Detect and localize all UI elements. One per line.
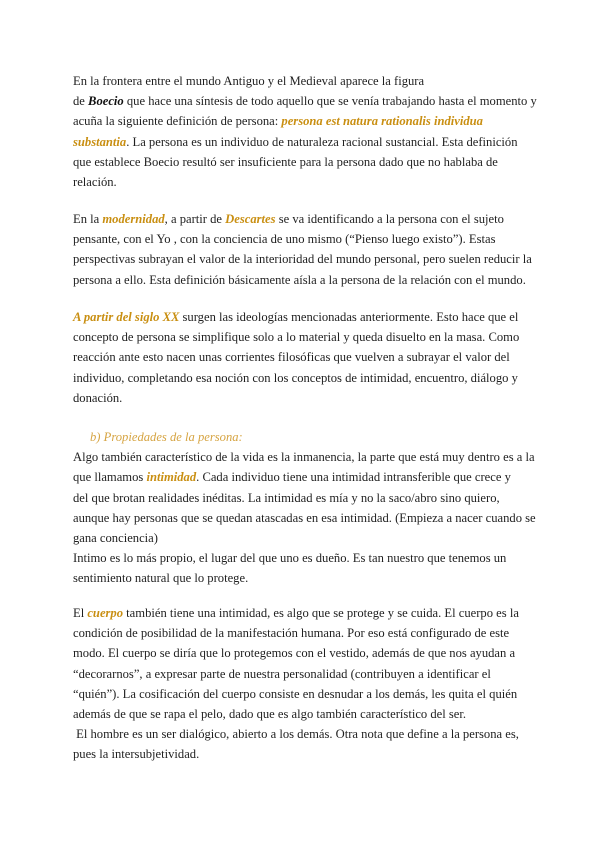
text-line: “quién”). La cosificación del cuerpo consiste en desnudar a los demás, les quita el quién <box>73 686 518 701</box>
siglo-xx-term: A partir del siglo XX <box>73 310 180 324</box>
text-line: de Boecio que hace una síntesis de todo aquello que se venía trabajando hasta el momento y <box>73 94 537 109</box>
intimidad-term: intimidad <box>146 470 197 485</box>
text-line: reacción ante esto nacen unas corrientes filosóficas que vuelven a subrayar el valor del <box>73 350 510 365</box>
cuerpo-term: cuerpo <box>87 606 124 620</box>
text-line: sentimiento natural que lo protege. <box>73 571 249 586</box>
text-line: gana conciencia) <box>73 531 158 546</box>
text-line: Intimo es lo más propio, el lugar del que uno es dueño. Es tan nuestro que tenemos un <box>73 551 507 566</box>
section-heading: b) Propiedades de la persona: <box>90 430 243 444</box>
paragraph-boecio <box>73 71 543 192</box>
paragraph-cuerpo <box>73 603 543 765</box>
text-line: individuo, completando esa noción con los conceptos de intimidad, encuentro, diálogo y <box>73 370 518 385</box>
paragraph-modernidad <box>73 209 543 290</box>
text-line: substantia. La persona es un individuo de naturaleza racional sustancial. Esta definición <box>73 134 518 149</box>
text-line: “decorarnos”, a expresar parte de nuestra personalidad (contribuyen a identificar el <box>73 666 491 681</box>
paragraph-intimidad <box>73 447 543 588</box>
text-line: que establece Boecio resultó ser insuficiente para la persona dado que no hablaba de <box>73 154 498 169</box>
text-line: En la modernidad, a partir de Descartes se va identificando a la persona con el sujeto <box>73 212 504 226</box>
paragraph-siglo-xx <box>73 307 543 408</box>
latin-definition-end: substantia <box>73 134 127 149</box>
latin-definition: persona est natura rationalis individua <box>281 114 483 129</box>
boecio-name: Boecio <box>88 94 124 109</box>
descartes-name: Descartes <box>225 212 276 226</box>
text-line: aunque hay personas que se quedan atascadas en esa intimidad. (Empieza a nacer cuando se <box>73 510 536 525</box>
text-line: modo. El cuerpo se diría que lo protegemos con el vestido, además de que nos ayudan a <box>73 646 516 661</box>
text-line: pues la intersubjetividad. <box>73 747 200 762</box>
text-line: perspectivas subrayan el valor de la interioridad del mundo personal, pero suelen reducir la <box>73 252 532 267</box>
modernidad-term: modernidad <box>102 212 165 226</box>
text-line: condición de posibilidad de la manifestación humana. Por eso está configurado de este <box>73 626 510 641</box>
text-line: pensante, con el Yo , con la conciencia de uno mismo (“Pienso luego existo”). Estas <box>73 232 496 247</box>
text-line: relación. <box>73 175 117 190</box>
text-line: El hombre es un ser dialógico, abierto a los demás. Otra nota que define a la persona es, <box>73 727 519 742</box>
text-line: que llamamos intimidad. Cada individuo tiene una intimidad intransferible que crece y <box>73 470 511 485</box>
text-line: además de que se rapa el pelo, dado que es algo también característico del ser. <box>73 707 467 722</box>
text-line: concepto de persona se simplifique solo a lo material y queda disuelto en la masa. Como <box>73 330 520 345</box>
text-line: donación. <box>73 390 123 405</box>
text-line: El cuerpo también tiene una intimidad, es algo que se protege y se cuida. El cuerpo es la <box>73 606 519 620</box>
text-line: A partir del siglo XX surgen las ideologías mencionadas anteriormente. Esto hace que el <box>73 310 519 324</box>
text-line: En la frontera entre el mundo Antiguo y el Medieval aparece la figura <box>73 74 425 88</box>
text-line: Algo también característico de la vida es la inmanencia, la parte que está muy dentro es a la <box>73 450 535 465</box>
text-line: del que brotan realidades inéditas. La intimidad es mía y no la saco/abro sino quiero, <box>73 490 500 505</box>
section-propiedades <box>73 427 543 589</box>
text-line: persona a ello. Esta definición básicamente aísla a la persona de la relación con el mundo. <box>73 272 526 287</box>
text-line: acuña la siguiente definición de persona: persona est natura rationalis individua <box>73 114 483 129</box>
